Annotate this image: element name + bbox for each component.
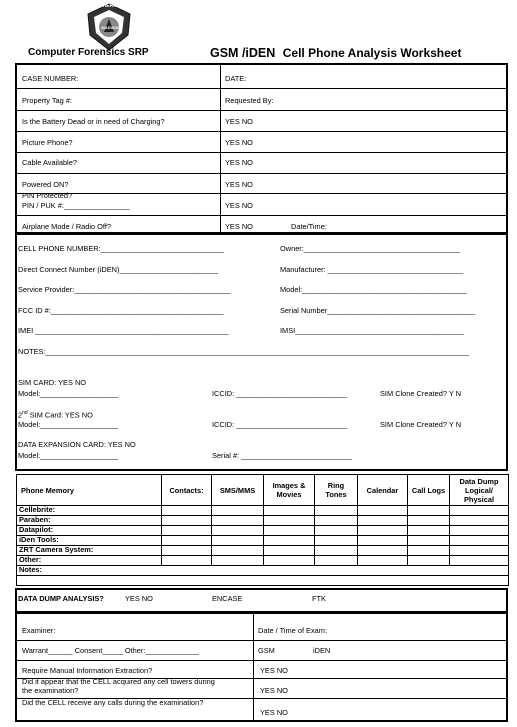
picture-phone-label: Picture Phone? — [22, 138, 73, 147]
towers-yes-no[interactable]: YES NO — [260, 686, 288, 695]
gsm-option[interactable]: GSM — [258, 646, 275, 655]
case-number-label: CASE NUMBER: — [22, 74, 79, 83]
date-time-exam-label: Date / Time of Exam: — [258, 626, 328, 635]
pin-protected-label: PIN Protected? — [22, 191, 73, 200]
table-row — [17, 506, 509, 516]
battery-label: Is the Battery Dead or in need of Charging? — [22, 117, 165, 126]
manual-yes-no[interactable]: YES NO — [260, 666, 288, 675]
sim2-model-field[interactable]: Model:___________________ — [18, 420, 119, 429]
property-tag-label: Property Tag #: — [22, 96, 72, 105]
date-time-label: Date/Time: — [291, 222, 327, 231]
warrant-field[interactable]: Warrant______ Consent_____ Other:_____________ — [22, 646, 199, 655]
towers-label-2: the examination? — [22, 686, 79, 695]
service-provider-field[interactable]: Service Provider:______________________________________ — [18, 285, 231, 294]
encase-option[interactable]: ENCASE — [212, 594, 243, 603]
model-field[interactable]: Model:________________________________________ — [280, 285, 467, 294]
col-header: SMS/MMS — [212, 475, 264, 506]
table-row — [17, 526, 509, 536]
powered-on-label: Powered ON? — [22, 180, 69, 189]
imsi-field[interactable]: IMSI_________________________________________ — [280, 326, 464, 335]
manual-extraction-label: Require Manual Information Extraction? — [22, 666, 153, 675]
row-label: Other: — [17, 556, 162, 566]
col-header: Data Dump Logical/ Physical — [450, 475, 509, 506]
row-label: Paraben: — [17, 516, 162, 526]
org-name: Computer Forensics SRP — [28, 47, 149, 58]
badge-top-text: SHERIFF — [99, 3, 121, 9]
owner-field[interactable]: Owner:______________________________________ — [280, 244, 461, 253]
sim2-iccid-field[interactable]: ICCID: ___________________________ — [212, 420, 348, 429]
row-label: Cellebrite: — [17, 506, 162, 516]
row-label: ZRT Camera System: — [17, 546, 162, 556]
airplane-label: Airplane Mode / Radio Off? — [22, 222, 112, 231]
page-title — [210, 44, 461, 62]
requested-by-label: Requested By: — [225, 96, 274, 105]
battery-yes-no[interactable]: YES NO — [225, 117, 253, 126]
row-label: iDen Tools: — [17, 536, 162, 546]
data-dump-yes-no[interactable]: YES NO — [125, 594, 153, 603]
title-gsm: GSM /iDEN — [210, 46, 276, 60]
sim-card-2-text: SIM Card: YES NO — [27, 410, 93, 420]
row-label: Datapilot: — [17, 526, 162, 536]
airplane-yes-no[interactable]: YES NO — [225, 222, 253, 231]
phone-memory-table — [16, 474, 509, 586]
table-row — [17, 516, 509, 526]
sim-iccid-field[interactable]: ICCID: ___________________________ — [212, 389, 348, 398]
expansion-serial-field[interactable]: Serial #: ___________________________ — [212, 451, 353, 460]
calls-label: Did the CELL receive any calls during the examination? — [22, 698, 204, 707]
col-header: Phone Memory — [17, 475, 162, 506]
table-notes-row — [17, 566, 509, 576]
cable-label: Cable Available? — [22, 158, 77, 167]
direct-connect-field[interactable]: Direct Connect Number (iDEN)________________________ — [18, 265, 219, 274]
exam-divider — [253, 614, 254, 720]
table-row — [17, 546, 509, 556]
table-row — [17, 556, 509, 566]
cable-yes-no[interactable]: YES NO — [225, 158, 253, 167]
sim-clone-label: SIM Clone Created? Y N — [380, 389, 462, 398]
col-header: Call Logs — [408, 475, 450, 506]
sim-model-field[interactable]: Model:___________________ — [18, 389, 119, 398]
calls-yes-no[interactable]: YES NO — [260, 708, 288, 717]
serial-number-field[interactable]: Serial Number____________________________________ — [280, 306, 476, 315]
section-1-divider — [220, 65, 221, 232]
cell-number-field[interactable]: CELL PHONE NUMBER:______________________________ — [18, 244, 224, 253]
sim2-clone-label: SIM Clone Created? Y N — [380, 420, 462, 429]
pin-yes-no[interactable]: YES NO — [225, 201, 253, 210]
fcc-id-field[interactable]: FCC ID #:__________________________________________ — [18, 306, 224, 315]
col-header: Ring Tones — [315, 475, 358, 506]
date-label: DATE: — [225, 74, 247, 83]
ftk-option[interactable]: FTK — [312, 594, 326, 603]
notes-field[interactable]: NOTES:_______________________________________________________________________________________________________ — [18, 347, 469, 356]
col-header: Images & Movies — [264, 475, 315, 506]
manufacturer-field[interactable]: Manufacturer: _________________________________ — [280, 265, 464, 274]
expansion-model-field[interactable]: Model:___________________ — [18, 451, 119, 460]
badge-bottom-text: MADISON — [101, 25, 121, 30]
sim-card-2-label — [18, 409, 93, 419]
data-dump-label: DATA DUMP ANALYSIS? — [18, 594, 104, 603]
sim-card-label: SIM CARD: YES NO — [18, 378, 87, 387]
sim-card-2-superscript: nd — [22, 410, 28, 416]
towers-label-1: Did it appear that the CELL acquired any cell towers during — [22, 677, 215, 686]
pin-puk-label: PIN / PUK #:________________ — [22, 201, 130, 210]
col-header: Contacts: — [162, 475, 212, 506]
table-notes-label[interactable]: Notes: — [17, 566, 509, 576]
iden-option[interactable]: iDEN — [313, 646, 331, 655]
title-rest: Cell Phone Analysis Worksheet — [282, 46, 462, 60]
picture-phone-yes-no[interactable]: YES NO — [225, 138, 253, 147]
powered-on-yes-no[interactable]: YES NO — [225, 180, 253, 189]
table-row — [17, 536, 509, 546]
sim-card-2-prefix: 2 — [18, 410, 23, 420]
imei-field[interactable]: IMEI _______________________________________________ — [18, 326, 229, 335]
table-blank-row — [17, 576, 509, 586]
examiner-label: Examiner: — [22, 626, 56, 635]
table-header-row — [17, 475, 509, 506]
col-header: Calendar — [358, 475, 408, 506]
data-expansion-label: DATA EXPANSION CARD: YES NO — [18, 440, 136, 449]
